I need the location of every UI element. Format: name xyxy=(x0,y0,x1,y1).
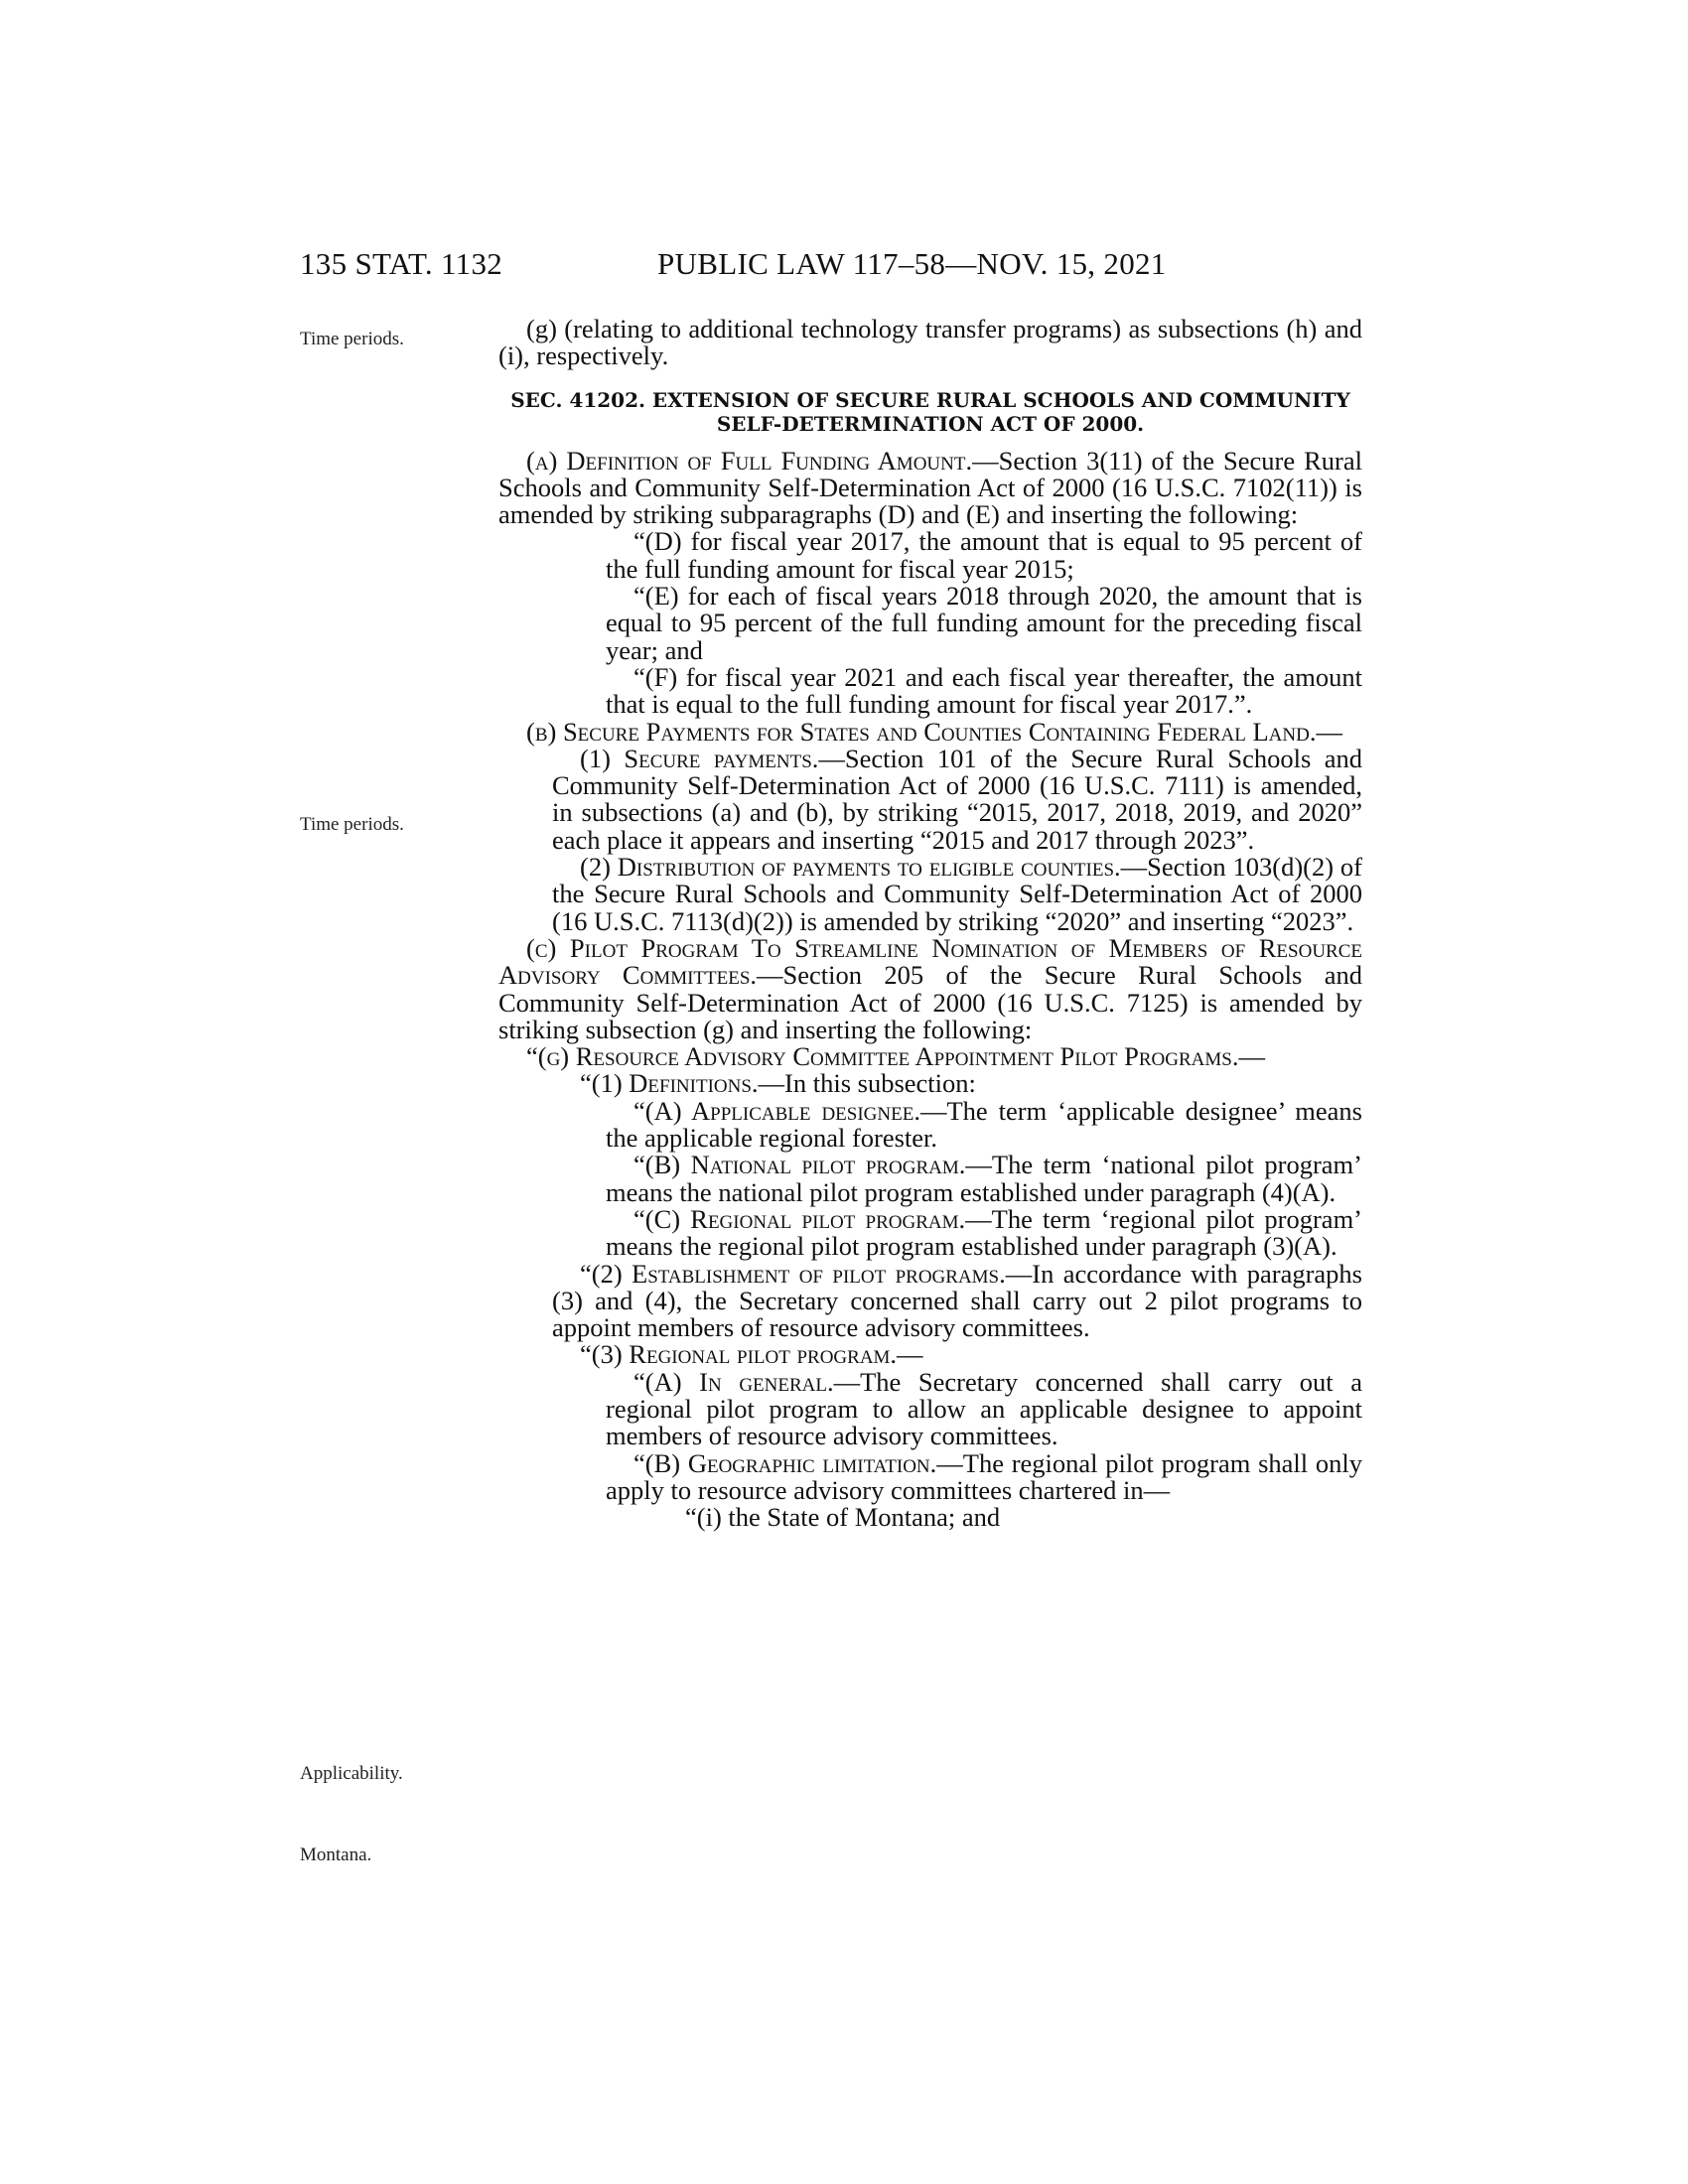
paragraph-text: —Section 101 of the Secure Rural Schools and Community Self-Determination Act of 2000 (16 U.S.C. 7111) is amended, in subsections (a) and (b), by striking “2015, 2017, 2018, 2019, and 2020” each place it appears and inserting “2015 and 2017 through 2023”. xyxy=(552,743,1362,855)
intro-paragraph: (g) (relating to additional technology transfer programs) as subsections (h) and (i), respectively. xyxy=(498,314,1362,371)
subparagraph-heading: “(A) In general. xyxy=(633,1366,834,1397)
quoted-paragraph-2 xyxy=(498,1258,1362,1343)
subparagraph-text: —The term ‘national pilot program’ means the national pilot program established under paragraph (4)(A). xyxy=(606,1150,1362,1207)
quoted-clause-i: “(i) the State of Montana; and xyxy=(685,1502,1001,1533)
subsection-a xyxy=(498,445,1363,530)
margin-note-time-periods: Time periods. xyxy=(300,814,404,835)
paragraph-heading: “(1) Definitions. xyxy=(580,1068,759,1099)
quoted-subparagraph-3B xyxy=(498,1447,1362,1505)
paragraph-text: —Section 103(d)(2) of the Secure Rural Schools and Community Self-Determination Act of 2000 (16 U.S.C. 7113(d)(2)) is amended by striking “2020” and inserting “2023”. xyxy=(552,852,1362,936)
subparagraph-text: —The regional pilot program shall only apply to resource advisory committees chartered in— xyxy=(606,1447,1362,1505)
law-title-date: PUBLIC LAW 117–58—NOV. 15, 2021 xyxy=(657,246,1167,281)
subparagraph-heading: “(B) National pilot program. xyxy=(633,1150,966,1180)
subparagraph-text: —The term ‘regional pilot program’ means the regional pilot program established under paragraph (3)(A). xyxy=(606,1203,1362,1262)
section-heading xyxy=(498,388,1362,436)
subparagraph-heading: “(B) Geographic limitation. xyxy=(633,1447,937,1478)
section-heading-line: SEC. 41202. EXTENSION OF SECURE RURAL SCHOOLS AND COMMUNITY xyxy=(510,387,1350,412)
margin-note-time-periods: Time periods. xyxy=(300,329,404,349)
quoted-subparagraph: “(E) for each of fiscal years 2018 through 2020, the amount that is equal to 95 percent of the full funding amount for the preceding fiscal year; and xyxy=(606,581,1362,665)
quoted-subparagraph-C xyxy=(498,1203,1362,1262)
quoted-subparagraph: “(F) for fiscal year 2021 and each fiscal year thereafter, the amount that is equal to the full funding amount for fiscal year 2017.”. xyxy=(606,661,1362,720)
statute-page-number: 135 STAT. 1132 xyxy=(300,246,503,281)
subsection-c xyxy=(498,932,1362,1044)
quoted-paragraph-1 xyxy=(498,1070,1362,1097)
quoted-subsection-g-heading: “(g) Resource Advisory Committee Appointment Pilot Programs.— xyxy=(526,1041,1265,1072)
document-body xyxy=(498,316,1362,1531)
quoted-subparagraph-B xyxy=(498,1152,1362,1206)
subsection-heading: (c) Pilot Program To Streamline Nomination of Members of Resource Advisory Committees. xyxy=(498,932,1362,991)
subsection-heading: (a) Definition of Full Funding Amount. xyxy=(526,445,973,476)
subparagraph-text: —The term ‘applicable designee’ means the applicable regional forester. xyxy=(606,1095,1362,1154)
margin-note-applicability: Applicability. xyxy=(300,1763,403,1784)
paragraph-heading: (1) Secure payments. xyxy=(580,743,819,773)
margin-note-montana: Montana. xyxy=(300,1844,372,1865)
section-heading-line: SELF-DETERMINATION ACT OF 2000. xyxy=(716,411,1145,436)
quoted-subparagraph-3A xyxy=(498,1366,1363,1451)
subsection-b-heading: (b) Secure Payments for States and Counties Containing Federal Land.— xyxy=(526,716,1342,747)
paragraph-text: —In accordance with paragraphs (3) and (4), the Secretary concerned shall carry out 2 pilot programs to appoint members of resource advisory committees. xyxy=(552,1258,1362,1343)
paragraph-b2 xyxy=(498,854,1362,935)
subsection-text: —Section 3(11) of the Secure Rural Schools and Community Self-Determination Act of 2000 (16 U.S.C. 7102(11)) is amended by striking subparagraphs (D) and (E) and inserting the following: xyxy=(498,445,1363,530)
subparagraph-heading: “(A) Applicable designee. xyxy=(633,1095,920,1126)
quoted-paragraph-3-heading: “(3) Regional pilot program.— xyxy=(580,1339,923,1370)
quoted-subparagraph: “(D) for fiscal year 2017, the amount that is equal to 95 percent of the full funding amount for fiscal year 2015; xyxy=(606,526,1362,584)
paragraph-text: —In this subsection: xyxy=(758,1068,976,1099)
subsection-text: —Section 205 of the Secure Rural Schools and Community Self-Determination Act of 2000 (16 U.S.C. 7125) is amended by striking subsection (g) and inserting the following: xyxy=(498,960,1362,1044)
subparagraph-heading: “(C) Regional pilot program. xyxy=(633,1203,966,1234)
subparagraph-text: —The Secretary concerned shall carry out a regional pilot program to allow an applicable designee to appoint members of resource advisory committees. xyxy=(606,1366,1363,1451)
paragraph-b1 xyxy=(498,743,1362,855)
paragraph-heading: (2) Distribution of payments to eligible counties. xyxy=(580,852,1121,883)
quoted-subparagraph-A xyxy=(498,1095,1362,1154)
paragraph-heading: “(2) Establishment of pilot programs. xyxy=(580,1258,1006,1289)
